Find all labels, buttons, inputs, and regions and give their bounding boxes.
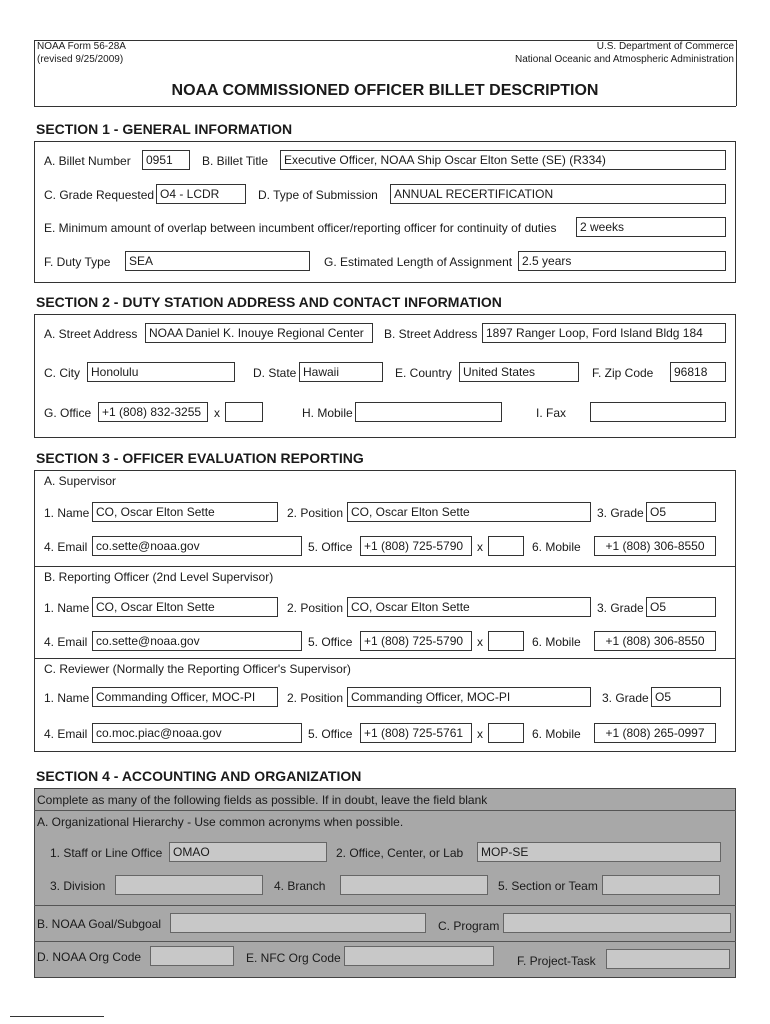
reviewer-office-field[interactable]: +1 (808) 725-5761: [360, 723, 472, 743]
office-phone-field[interactable]: +1 (808) 832-3255: [98, 402, 208, 422]
supervisor-name-field[interactable]: CO, Oscar Elton Sette: [92, 502, 278, 522]
program-field[interactable]: [503, 913, 731, 933]
section4-divider-1: [34, 810, 736, 811]
street-address-b-label: B. Street Address: [384, 327, 478, 341]
overlap-label: E. Minimum amount of overlap between incumbent officer/reporting officer for continuity of duties: [44, 221, 557, 235]
supervisor-email-label: 4. Email: [44, 540, 88, 554]
billet-number-label: A. Billet Number: [44, 154, 131, 168]
supervisor-position-label: 2. Position: [287, 506, 344, 520]
reporting-office-field[interactable]: +1 (808) 725-5790: [360, 631, 472, 651]
state-field[interactable]: Hawaii: [299, 362, 383, 382]
section3-heading: SECTION 3 - OFFICER EVALUATION REPORTING: [36, 450, 364, 466]
program-label: C. Program: [438, 919, 500, 933]
reviewer-grade-label: 3. Grade: [602, 691, 649, 705]
form-number: NOAA Form 56-28A: [37, 41, 126, 52]
reporting-mobile-field[interactable]: +1 (808) 306-8550: [594, 631, 716, 651]
reporting-ext-field[interactable]: [488, 631, 524, 651]
reviewer-mobile-field[interactable]: +1 (808) 265-0997: [594, 723, 716, 743]
office-phone-label: G. Office: [44, 406, 92, 420]
reporting-grade-label: 3. Grade: [597, 601, 644, 615]
branch-label: 4. Branch: [274, 879, 326, 893]
reporting-ext-label: x: [477, 635, 483, 649]
staff-line-office-field[interactable]: OMAO: [169, 842, 327, 862]
zip-code-field[interactable]: 96818: [670, 362, 726, 382]
noaa-org-code-field[interactable]: [150, 946, 234, 966]
reporting-position-field[interactable]: CO, Oscar Elton Sette: [347, 597, 591, 617]
reporting-name-label: 1. Name: [44, 601, 90, 615]
org-hierarchy-label: A. Organizational Hierarchy - Use common acronyms when possible.: [37, 815, 404, 829]
section4-divider-3: [34, 941, 736, 942]
section3-divider-b: [34, 566, 736, 567]
header-bottom-rule: [34, 106, 736, 107]
form-title: NOAA COMMISSIONED OFFICER BILLET DESCRIPTION: [171, 82, 599, 99]
city-field[interactable]: Honolulu: [87, 362, 235, 382]
assignment-length-label: G. Estimated Length of Assignment: [324, 255, 513, 269]
grade-requested-label: C. Grade Requested: [44, 188, 155, 202]
supervisor-heading: A. Supervisor: [44, 474, 117, 488]
billet-number-field[interactable]: 0951: [142, 150, 190, 170]
fax-field[interactable]: [590, 402, 726, 422]
street-address-a-field[interactable]: NOAA Daniel K. Inouye Regional Center: [145, 323, 373, 343]
supervisor-grade-field[interactable]: O5: [646, 502, 716, 522]
reviewer-heading: C. Reviewer (Normally the Reporting Officer's Supervisor): [44, 662, 351, 676]
reviewer-mobile-label: 6. Mobile: [532, 727, 581, 741]
overlap-field[interactable]: 2 weeks: [576, 217, 726, 237]
reviewer-office-label: 5. Office: [308, 727, 353, 741]
reporting-email-field[interactable]: co.sette@noaa.gov: [92, 631, 302, 651]
reviewer-grade-field[interactable]: O5: [651, 687, 721, 707]
street-address-b-field[interactable]: 1897 Ranger Loop, Ford Island Bldg 184: [482, 323, 726, 343]
supervisor-ext-label: x: [477, 540, 483, 554]
street-address-a-label: A. Street Address: [44, 327, 138, 341]
form-revised: (revised 9/25/2009): [37, 54, 124, 65]
agency-name: National Oceanic and Atmospheric Administration: [514, 54, 734, 65]
submission-type-label: D. Type of Submission: [258, 188, 378, 202]
office-ext-label: x: [214, 406, 220, 420]
reviewer-position-label: 2. Position: [287, 691, 344, 705]
zip-code-label: F. Zip Code: [592, 366, 654, 380]
section4-heading: SECTION 4 - ACCOUNTING AND ORGANIZATION: [36, 768, 362, 784]
office-ext-field[interactable]: [225, 402, 263, 422]
supervisor-office-label: 5. Office: [308, 540, 353, 554]
section4-divider-2: [34, 905, 736, 906]
division-label: 3. Division: [50, 879, 106, 893]
country-label: E. Country: [395, 366, 452, 380]
section2-heading: SECTION 2 - DUTY STATION ADDRESS AND CONTACT INFORMATION: [36, 294, 502, 310]
reviewer-ext-field[interactable]: [488, 723, 524, 743]
section3-divider-c: [34, 658, 736, 659]
section1-heading: SECTION 1 - GENERAL INFORMATION: [36, 121, 293, 137]
reporting-office-label: 5. Office: [308, 635, 353, 649]
reporting-grade-field[interactable]: O5: [646, 597, 716, 617]
staff-line-office-label: 1. Staff or Line Office: [50, 846, 163, 860]
supervisor-name-label: 1. Name: [44, 506, 90, 520]
nfc-org-code-label: E. NFC Org Code: [246, 951, 341, 965]
city-label: C. City: [44, 366, 80, 380]
reviewer-ext-label: x: [477, 727, 483, 741]
reviewer-name-field[interactable]: Commanding Officer, MOC-PI: [92, 687, 278, 707]
fax-label: I. Fax: [536, 406, 567, 420]
reporting-email-label: 4. Email: [44, 635, 88, 649]
billet-title-label: B. Billet Title: [202, 154, 269, 168]
supervisor-email-field[interactable]: co.sette@noaa.gov: [92, 536, 302, 556]
noaa-org-code-label: D. NOAA Org Code: [37, 950, 142, 964]
billet-title-field[interactable]: Executive Officer, NOAA Ship Oscar Elton Sette (SE) (R334): [280, 150, 726, 170]
reporting-mobile-label: 6. Mobile: [532, 635, 581, 649]
reporting-position-label: 2. Position: [287, 601, 344, 615]
section4-instructions: Complete as many of the following fields as possible. If in doubt, leave the field blank: [37, 793, 488, 807]
reviewer-email-field[interactable]: co.moc.piac@noaa.gov: [92, 723, 302, 743]
supervisor-office-field[interactable]: +1 (808) 725-5790: [360, 536, 472, 556]
state-label: D. State: [253, 366, 297, 380]
division-field[interactable]: [115, 875, 263, 895]
reporting-officer-heading: B. Reporting Officer (2nd Level Supervisor): [44, 570, 274, 584]
reviewer-name-label: 1. Name: [44, 691, 90, 705]
goal-subgoal-field[interactable]: [170, 913, 426, 933]
supervisor-position-field[interactable]: CO, Oscar Elton Sette: [347, 502, 591, 522]
supervisor-grade-label: 3. Grade: [597, 506, 644, 520]
supervisor-mobile-field[interactable]: +1 (808) 306-8550: [594, 536, 716, 556]
goal-subgoal-label: B. NOAA Goal/Subgoal: [37, 917, 162, 931]
office-center-label: 2. Office, Center, or Lab: [336, 846, 464, 860]
section-team-label: 5. Section or Team: [498, 879, 598, 893]
reviewer-position-field[interactable]: Commanding Officer, MOC-PI: [347, 687, 591, 707]
project-task-field[interactable]: [606, 949, 730, 969]
supervisor-ext-field[interactable]: [488, 536, 524, 556]
project-task-label: F. Project-Task: [517, 954, 596, 968]
reporting-name-field[interactable]: CO, Oscar Elton Sette: [92, 597, 278, 617]
country-field[interactable]: United States: [459, 362, 579, 382]
reviewer-email-label: 4. Email: [44, 727, 88, 741]
mobile-label: H. Mobile: [302, 406, 353, 420]
footer-rule: [10, 1016, 104, 1017]
mobile-field[interactable]: [355, 402, 502, 422]
nfc-org-code-field[interactable]: [344, 946, 494, 966]
department-name: U.S. Department of Commerce: [596, 41, 734, 52]
supervisor-mobile-label: 6. Mobile: [532, 540, 581, 554]
branch-field[interactable]: [340, 875, 488, 895]
duty-type-field[interactable]: SEA: [125, 251, 310, 271]
submission-type-field[interactable]: ANNUAL RECERTIFICATION: [390, 184, 726, 204]
section-team-field[interactable]: [602, 875, 720, 895]
office-center-field[interactable]: MOP-SE: [477, 842, 721, 862]
assignment-length-field[interactable]: 2.5 years: [518, 251, 726, 271]
duty-type-label: F. Duty Type: [44, 255, 111, 269]
grade-requested-field[interactable]: O4 - LCDR: [156, 184, 246, 204]
